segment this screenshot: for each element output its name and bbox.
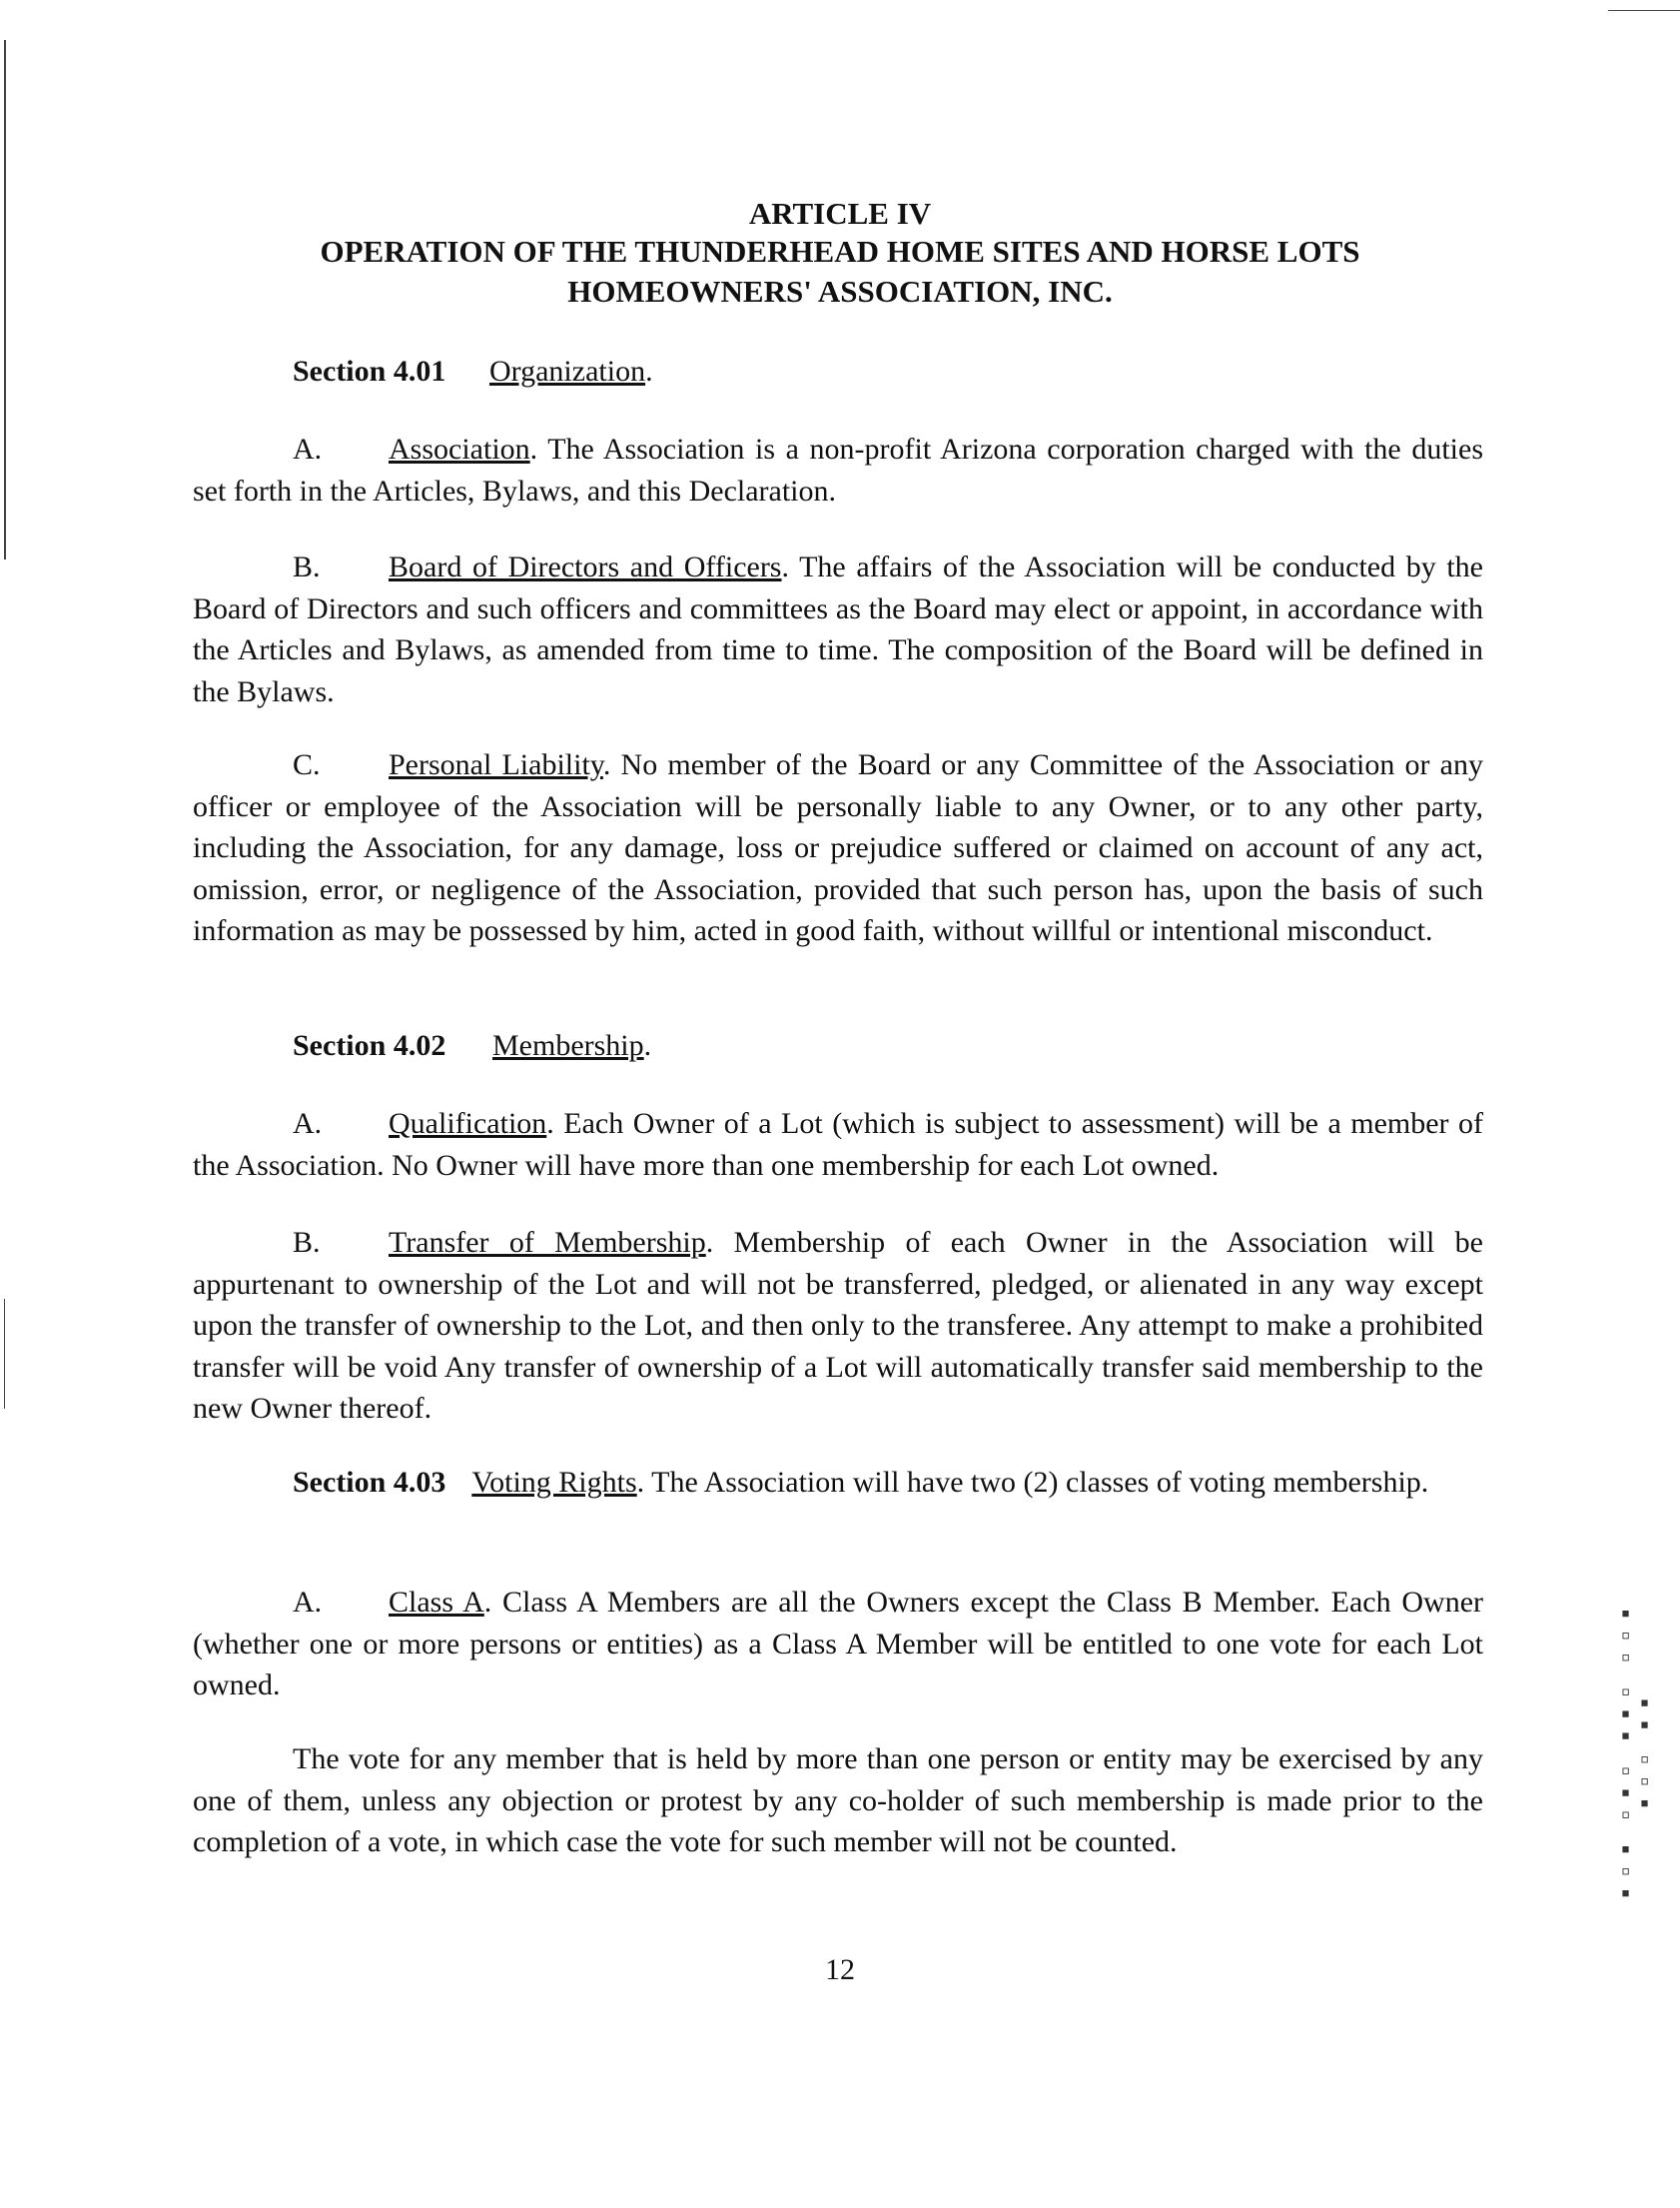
paragraph-heading: Class A [389, 1586, 484, 1619]
paragraph-text: . Class A Members are all the Owners except the Class B Member. Each Owner (whether one or more persons or entities) as a Class A Member will be entitled to one vote for each Lot owned. [193, 1586, 1483, 1701]
section-title-suffix: . [643, 1029, 652, 1062]
paragraph-heading: Qualification [389, 1107, 547, 1140]
paragraph-letter: B. [293, 1226, 321, 1259]
recording-stamp-artifact: ▪▫▪ ▫▪▫ ▪▪▫ ▫▫▪ ▪▫▫ ▪▪ [1616, 1603, 1654, 1904]
section-4-01-a [193, 429, 1483, 512]
paragraph-heading: Association [389, 433, 530, 466]
section-4-02-b [193, 1222, 1483, 1430]
section-4-02-a [193, 1103, 1483, 1186]
section-title: Voting Rights [471, 1466, 637, 1499]
section-number: Section 4.03 [293, 1466, 446, 1499]
paragraph-letter: A. [293, 1107, 323, 1140]
paragraph-text: . The affairs of the Association will be conducted by the Board of Directors and such officers and committees as the Board may elect or appoint, in accordance with the Articles and Bylaws, as amended from time to time. The composition of the Board will be defined in the Bylaws. [193, 551, 1483, 708]
page-number: 12 [825, 1953, 855, 1986]
section-4-02-heading [293, 1026, 651, 1066]
section-number: Section 4.01 [293, 355, 446, 388]
section-intro-text: . The Association will have two (2) classes of voting membership. [636, 1466, 1429, 1499]
section-title-suffix: . [645, 355, 653, 388]
paragraph-heading: Board of Directors and Officers [389, 551, 782, 583]
section-title: Organization [489, 355, 646, 388]
paragraph-heading: Transfer of Membership [389, 1226, 706, 1259]
paragraph-text: . Each Owner of a Lot (which is subject to assessment) will be a member of the Association. No Owner will have more than one membership for each Lot owned. [193, 1107, 1483, 1182]
section-4-03-intro [193, 1462, 1483, 1504]
section-number: Section 4.02 [293, 1029, 446, 1062]
section-4-01-b [193, 547, 1483, 712]
paragraph-letter: A. [293, 433, 323, 466]
paragraph-letter: C. [293, 748, 321, 781]
paragraph-text: . The Association is a non-profit Arizona corporation charged with the duties set forth in the Articles, Bylaws, and this Declaration. [193, 433, 1483, 508]
section-4-03-a [193, 1582, 1483, 1706]
section-title: Membership [492, 1029, 644, 1062]
section-4-03-vote-paragraph [193, 1738, 1483, 1863]
section-4-01-heading [293, 352, 653, 392]
article-heading: ARTICLE IV [748, 196, 932, 231]
paragraph-heading: Personal Liability [389, 748, 603, 781]
scan-margin-tick [4, 1299, 5, 1409]
paragraph-text: . Membership of each Owner in the Association will be appurtenant to ownership of the Lot and will not be transferred, pledged, or alienated in any way except upon the transfer of ownership to the Lot, and then only to the transferee. Any attempt to make a prohibited transfer will be void Any transfer of ownership of a Lot will automatically transfer said membership to the new Owner thereof. [193, 1226, 1483, 1425]
paragraph-text: The vote for any member that is held by more than one person or entity may be exercised by any one of them, unless any objection or protest by any co-holder of such membership is made prior to the completion of a vote, in which case the vote for such member will not be counted. [193, 1742, 1483, 1858]
article-title-line-2: HOMEOWNERS' ASSOCIATION, INC. [567, 274, 1113, 309]
paragraph-text: . No member of the Board or any Committee of the Association or any officer or employee of the Association will be personally liable to any Owner, or to any other party, including the Association, for any damage, loss or prejudice suffered or claimed on account of any act, omission, error, or negligence of the Association, provided that such person has, upon the basis of such information as may be possessed by him, acted in good faith, without willful or intentional misconduct. [193, 748, 1483, 947]
paragraph-letter: B. [293, 551, 321, 583]
article-title-line-1: OPERATION OF THE THUNDERHEAD HOME SITES AND HORSE LOTS [320, 234, 1360, 269]
paragraph-letter: A. [293, 1586, 323, 1619]
section-4-01-c [193, 744, 1483, 952]
scan-top-line [1608, 10, 1680, 11]
